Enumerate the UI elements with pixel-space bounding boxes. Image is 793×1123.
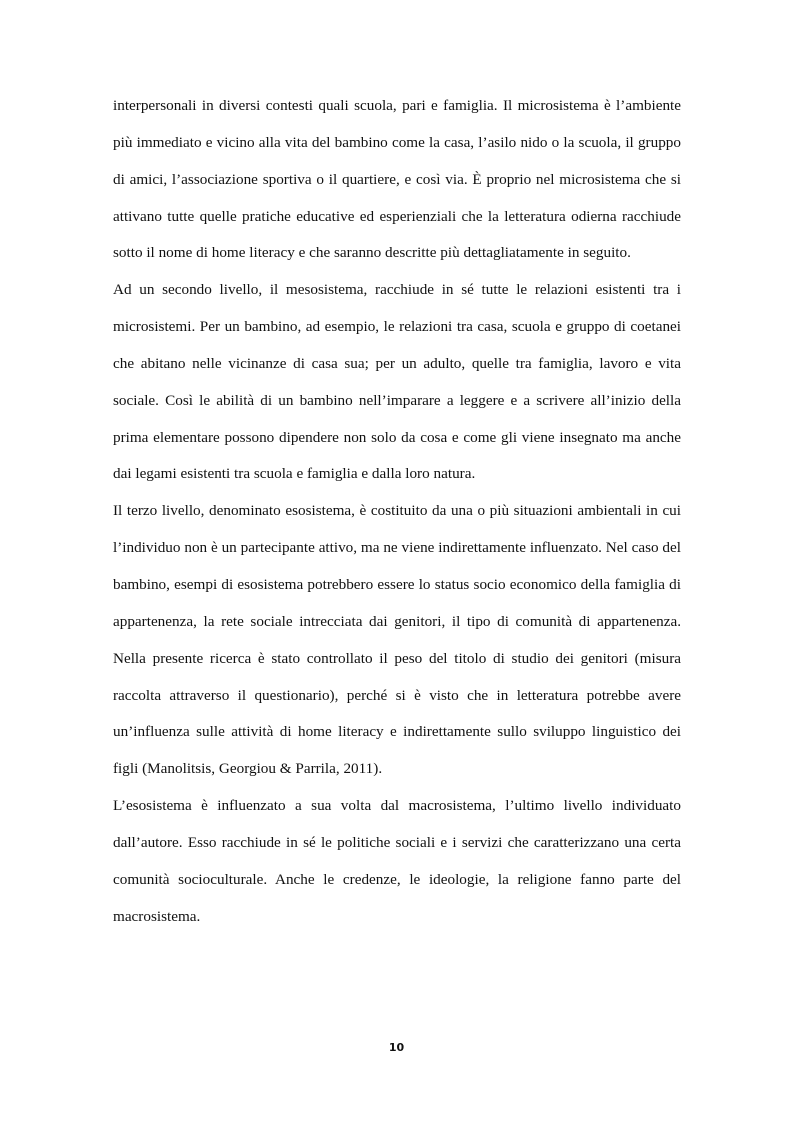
paragraph-microsistema: interpersonali in diversi contesti quali scuola, pari e famiglia. Il microsistema è l’ambiente più immediato e vicino alla vita del bambino come la casa, l’asilo nido o la scuola, il gruppo di amici, l’associazione sportiva o il quartiere, e così via. È proprio nel microsistema che si attivano tutte quelle pratiche educative ed esperienziali che la letteratura odierna racchiude sotto il nome di home literacy e che saranno descritte più dettagliatamente in seguito. xyxy=(113,97,681,262)
page-number: 10 xyxy=(388,1041,405,1054)
paragraph-esosistema: Il terzo livello, denominato esosistema, è costituito da una o più situazioni ambientali in cui l’individuo non è un partecipante attivo, ma ne viene indirettamente influenzato. Nel caso del bambino, esempi di esosistema potrebbero essere lo status socio economico della famiglia di appartenenza, la rete sociale intrecciata dai genitori, il tipo di comunità di appartenenza. Nella presente ricerca è stato controllato il peso del titolo di studio dei genitori (misura raccolta attraverso il questionario), perché si è visto che in letteratura potrebbe avere un’influenza sulle attività di home literacy e indirettamente sullo sviluppo linguistico dei figli (Manolitsis, Georgiou & Parrila, 2011). xyxy=(113,502,681,778)
paragraph-macrosistema: L’esosistema è influenzato a sua volta dal macrosistema, l’ultimo livello individuato dall’autore. Esso racchiude in sé le politiche sociali e i servizi che caratterizzano una certa comunità socioculturale. Anche le credenze, le ideologie, la religione fanno parte del macrosistema. xyxy=(113,797,681,925)
body-text xyxy=(113,88,681,935)
paragraph-mesosistema: Ad un secondo livello, il mesosistema, racchiude in sé tutte le relazioni esistenti tra i microsistemi. Per un bambino, ad esempio, le relazioni tra casa, scuola e gruppo di coetanei che abitano nelle vicinanze di casa sua; per un adulto, quelle tra famiglia, lavoro e vita sociale. Così le abilità di un bambino nell’imparare a leggere e a scrivere all’inizio della prima elementare possono dipendere non solo da cosa e come gli viene insegnato ma anche dai legami esistenti tra scuola e famiglia e dalla loro natura. xyxy=(113,281,681,483)
